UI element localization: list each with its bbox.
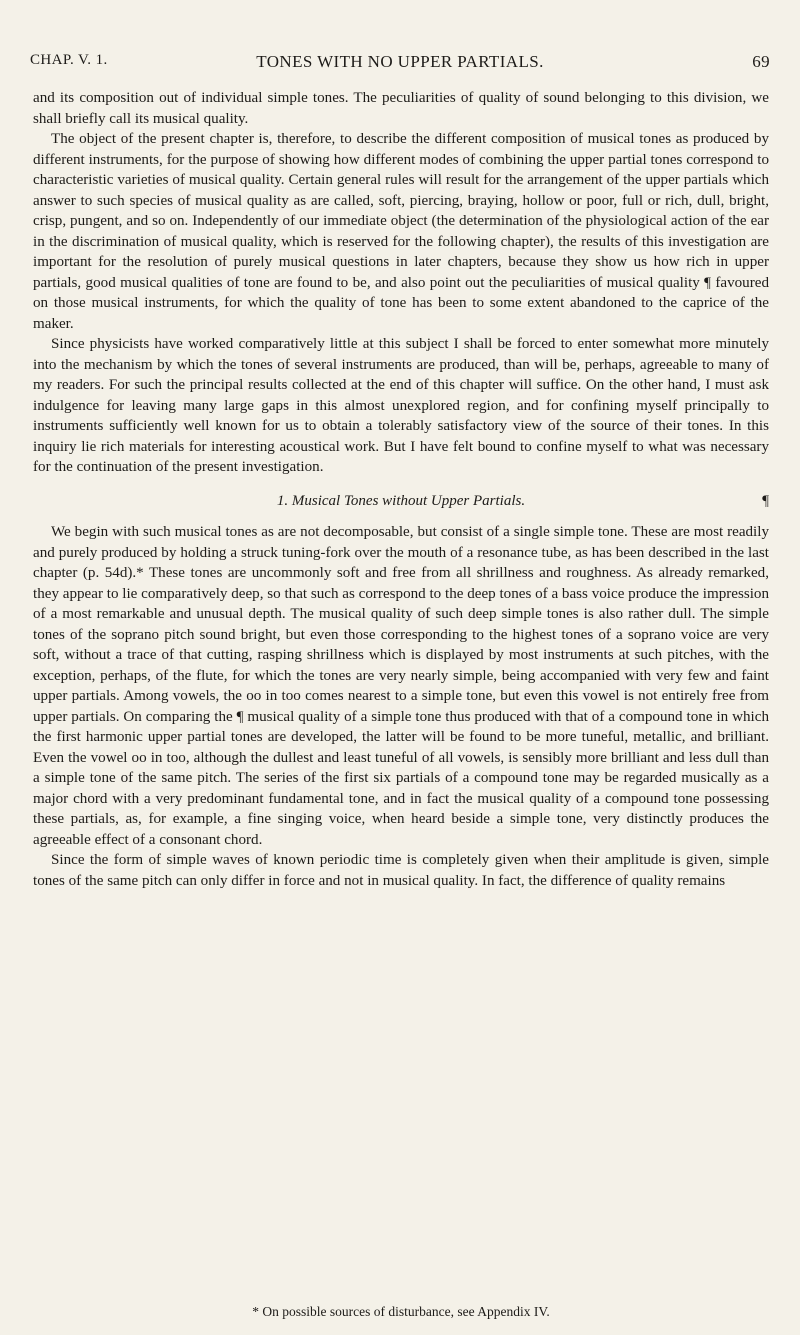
section-heading <box>33 491 769 512</box>
paragraph: Since physicists have worked comparatively little at this subject I shall be forced to enter somewhat more minutely into the mechanism by which the tones of several instruments are produced, than will be, perhaps, agreeable to many of my readers. For such the principal results collected at the end of this chapter will suffice. On the other hand, I must ask indulgence for leaving many large gaps in this almost unexplored region, and for confining myself principally to instruments sufficiently well known for us to obtain a tolerably satisfactory view of the source of their tones. In this inquiry lie rich materials for interesting acoustical work. But I have felt bound to confine myself to what was necessary for the continuation of the present investigation. <box>33 336 769 475</box>
chapter-label: CHAP. V. 1. <box>30 52 108 68</box>
page-body <box>33 88 769 891</box>
paragraph: We begin with such musical tones as are not decomposable, but consist of a single simple tone. These are most readily and purely produced by holding a struck tuning-fork over the mouth of a resonance tube, as has been described in the last chapter (p. 54d).* These tones are uncommonly soft and free from all shrillness and roughness. As already remarked, they appear to lie comparatively deep, so that such as correspond to the deep tones of a bass voice produce the impression of a most remarkable and unusual depth. The musical quality of such deep simple tones is also rather dull. The simple tones of the soprano pitch sound bright, but even those corresponding to the highest tones of a soprano voice are very soft, without a trace of that cutting, rasping shrillness which is displayed by most instruments at such pitches, with the exception, perhaps, of the flute, for which the tones are very nearly simple, being accompanied with very few and faint upper partials. Among vowels, the oo in too comes nearest to a simple tone, but even this vowel is not entirely free from upper partials. On comparing the ¶ musical quality of a simple tone thus produced with that of a compound tone in which the first harmonic upper partial tones are developed, the latter will be found to be more tuneful, metallic, and brilliant. Even the vowel oo in too, although the dullest and least tuneful of all vowels, is sensibly more brilliant and less dull than a simple tone of the same pitch. The series of the first six partials of a compound tone may be regarded musically as a major chord with a very predominant fundamental tone, and in fact the musical quality of a compound tone possessing these partials, as, for example, a fine singing voice, when heard beside a simple tone, very distinctly produces the agreeable effect of a consonant chord. <box>33 524 770 848</box>
pilcrow-mark: ¶ <box>762 492 769 509</box>
footnote: * On possible sources of disturbance, see Appendix IV. <box>252 1304 550 1319</box>
paragraph: and its composition out of individual simple tones. The peculiarities of quality of sound belonging to this division, we shall briefly call its musical quality. <box>33 90 769 127</box>
paragraph: Since the form of simple waves of known periodic time is completely given when their amplitude is given, simple tones of the same pitch can only differ in force and not in musical quality. In fact, the difference of quality remains <box>33 852 769 889</box>
section-heading-text: 1. Musical Tones without Upper Partials. <box>276 492 526 509</box>
running-title: TONES WITH NO UPPER PARTIALS. <box>256 52 544 71</box>
running-header <box>30 52 770 76</box>
paragraph: The object of the present chapter is, therefore, to describe the different composition of musical tones as produced by different instruments, for the purpose of showing how different modes of combining the upper partial tones correspond to characteristic varieties of musical quality. Certain general rules will result for the arrangement of the upper partials which answer to such species of musical quality as are called, soft, piercing, braying, hollow or poor, full or rich, dull, bright, crisp, pungent, and so on. Independently of our immediate object (the determination of the physiological action of the ear in the discrimination of musical quality, which is reserved for the following chapter), the results of this investigation are important for the resolution of purely musical questions in later chapters, because they show us how rich in upper partials, good musical qualities of tone are found to be, and also point out the peculiarities of musical quality ¶ favoured on those musical instruments, for which the quality of tone has been to some extent abandoned to the caprice of the maker. <box>33 131 769 332</box>
page-number: 69 <box>752 52 770 71</box>
